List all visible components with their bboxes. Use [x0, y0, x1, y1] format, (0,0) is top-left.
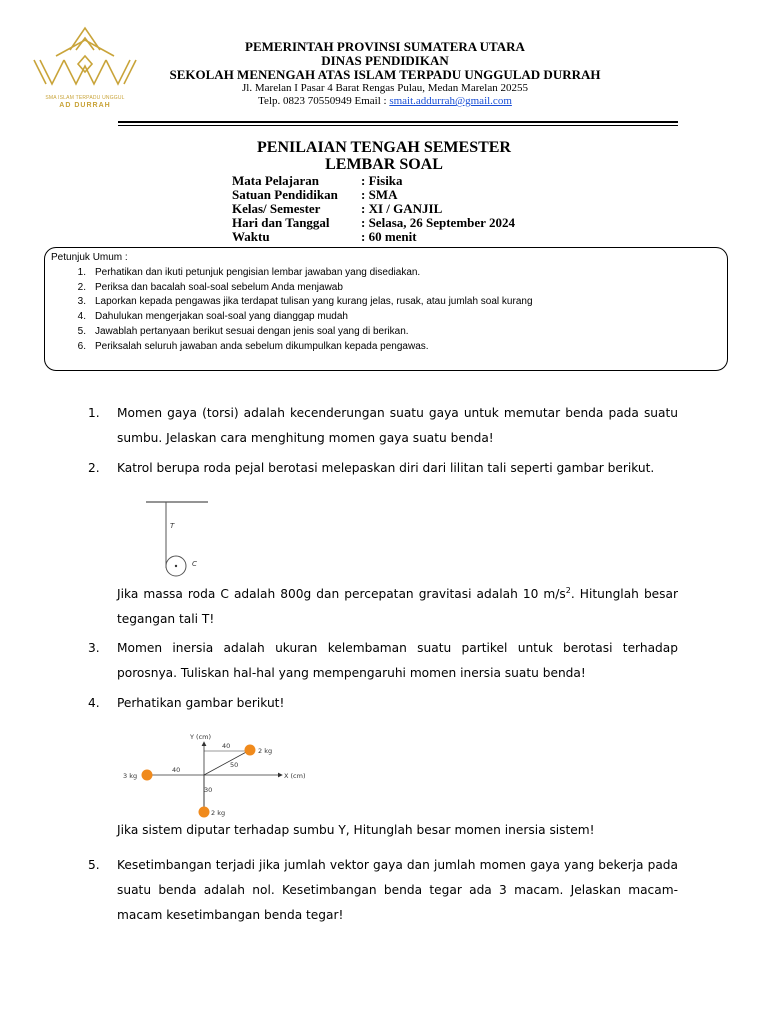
- question-text: Momen gaya (torsi) adalah kecenderungan suatu gaya untuk memutar benda pada suatu sumbu. Jelaskan cara menghitung momen gaya suatu benda!: [117, 406, 678, 445]
- instructions-box: [44, 247, 728, 371]
- inertia-figure: [116, 728, 316, 820]
- meta-value: : 60 menit: [361, 229, 417, 244]
- mass-lower-label: 2 kg: [211, 809, 226, 817]
- mass-upper-dot: [245, 745, 256, 756]
- meta-label: Satuan Pendidikan: [232, 187, 338, 202]
- pulley-figure: [140, 496, 220, 586]
- list-item: [65, 325, 533, 340]
- meta-value: : Selasa, 26 September 2024: [361, 215, 515, 230]
- logo-subtitle: SMA ISLAM TERPADU UNGGUL: [45, 95, 125, 101]
- meta-row: [232, 202, 442, 216]
- mass-left-dot: [142, 770, 153, 781]
- question-number: 5.: [88, 858, 100, 872]
- meta-value: : SMA: [361, 187, 398, 202]
- item-text: Laporkan kepada pengawas jika terdapat tulisan yang kurang jelas, rusak, atau jumlah soal kurang: [95, 296, 533, 308]
- mass-upper-label: 2 kg: [258, 747, 273, 755]
- question-text: Katrol berupa roda pejal berotasi melepaskan diri dari lilitan tali seperti gambar berikut.: [117, 461, 655, 475]
- question-5: [88, 853, 678, 928]
- list-item: [65, 266, 533, 281]
- question-text: Jika sistem diputar terhadap sumbu Y, Hitunglah besar momen inersia sistem!: [117, 823, 595, 837]
- instructions-heading: Petunjuk Umum :: [51, 252, 128, 263]
- wheel-axle: [175, 565, 177, 567]
- instructions-list: [65, 266, 533, 354]
- crown-logo-icon: [30, 20, 140, 95]
- item-text: Periksalah seluruh jawaban anda sebelum dikumpulkan kepada pengawas.: [95, 340, 429, 352]
- meta-row: [232, 188, 397, 202]
- meta-row: [232, 230, 417, 244]
- question-3: [88, 636, 678, 686]
- question-text-part: Jika massa roda C adalah 800g dan percepatan gravitasi adalah 10 m/s: [117, 587, 566, 601]
- logo-name: AD DURRAH: [59, 102, 111, 109]
- item-number: 2.: [77, 281, 86, 293]
- exam-title: PENILAIAN TENGAH SEMESTER: [257, 139, 511, 156]
- email-link[interactable]: smait.addurrah@gmail.com: [389, 95, 512, 107]
- mass-left-label: 3 kg: [123, 772, 138, 780]
- item-text: Dahulukan mengerjakan soal-soal yang dianggap mudah: [95, 311, 348, 323]
- meta-label: Kelas/ Semester: [232, 201, 321, 216]
- item-number: 5.: [77, 325, 86, 337]
- item-text: Perhatikan dan ikuti petunjuk pengisian lembar jawaban yang disediakan.: [95, 267, 421, 278]
- superscript: 2: [565, 585, 571, 595]
- diagonal-rod: [204, 750, 250, 775]
- question-number: 2.: [88, 461, 100, 475]
- question-number: 1.: [88, 406, 100, 420]
- meta-value: : XI / GANJIL: [361, 201, 443, 216]
- question-number: 3.: [88, 641, 100, 655]
- question-number: 4.: [88, 696, 100, 710]
- letterhead-line3: SEKOLAH MENENGAH ATAS ISLAM TERPADU UNGGULAD DURRAH: [169, 67, 601, 82]
- list-item: [65, 310, 533, 325]
- header-divider: [118, 121, 678, 123]
- question-2: [88, 456, 678, 481]
- letterhead-line1: PEMERINTAH PROVINSI SUMATERA UTARA: [245, 39, 525, 54]
- question-4: [88, 691, 678, 716]
- item-number: 6.: [77, 340, 86, 352]
- question-text: Kesetimbangan terjadi jika jumlah vektor gaya dan jumlah momen gaya yang bekerja pada suatu benda adalah nol. Kesetimbangan benda tegar ada 3 macam. Jelaskan macam-macam kesetimbangan benda tegar!: [117, 858, 678, 922]
- list-item: [65, 340, 533, 355]
- question-text: Momen inersia adalah ukuran kelembaman suatu partikel untuk berotasi terhadap porosnya. Tuliskan hal-hal yang mempengaruhi momen inersia suatu benda!: [117, 641, 678, 680]
- meta-value: : Fisika: [361, 173, 403, 188]
- meta-label: Mata Pelajaran: [232, 173, 320, 188]
- distance-top-label: 40: [222, 742, 231, 750]
- distance-down-label: 30: [204, 786, 213, 794]
- mass-lower-dot: [199, 807, 210, 818]
- meta-row: [232, 216, 515, 230]
- letterhead-address: Jl. Marelan I Pasar 4 Barat Rengas Pulau, Medan Marelan 20255: [242, 82, 528, 94]
- question-4-continued: [88, 818, 678, 843]
- item-number: 4.: [77, 311, 86, 323]
- distance-diagonal-label: 50: [230, 761, 239, 769]
- letterhead-contact: [150, 95, 620, 108]
- question-text-part: . Hitunglah besar: [570, 587, 679, 601]
- question-text: Perhatikan gambar berikut!: [117, 696, 285, 710]
- list-item: [65, 295, 533, 310]
- question-2-continued: [88, 582, 678, 632]
- meta-label: Waktu: [232, 229, 270, 244]
- item-number: 3.: [77, 296, 86, 308]
- letterhead-line2: DINAS PENDIDIKAN: [321, 53, 449, 68]
- header-divider-thin: [118, 125, 678, 126]
- question-1: [88, 401, 678, 451]
- list-item: [65, 281, 533, 296]
- item-text: Periksa dan bacalah soal-soal sebelum Anda menjawab: [95, 281, 343, 293]
- exam-subtitle: LEMBAR SOAL: [325, 156, 443, 173]
- y-axis-label: Y (cm): [190, 733, 212, 741]
- question-text: [117, 582, 678, 607]
- item-number: 1.: [77, 267, 86, 278]
- meta-label: Hari dan Tanggal: [232, 215, 330, 230]
- phone-text: Telp. 0823 70550949 Email :: [258, 95, 390, 107]
- distance-left-label: 40: [172, 766, 181, 774]
- item-text: Jawablah pertanyaan berikut sesuai dengan jenis soal yang di berikan.: [95, 325, 409, 337]
- wheel-label: C: [192, 560, 197, 568]
- x-axis-label: X (cm): [284, 772, 306, 780]
- question-text-line2: tegangan tali T!: [117, 612, 215, 626]
- meta-row: [232, 174, 403, 188]
- school-logo: [30, 20, 140, 110]
- tension-label: T: [170, 522, 175, 530]
